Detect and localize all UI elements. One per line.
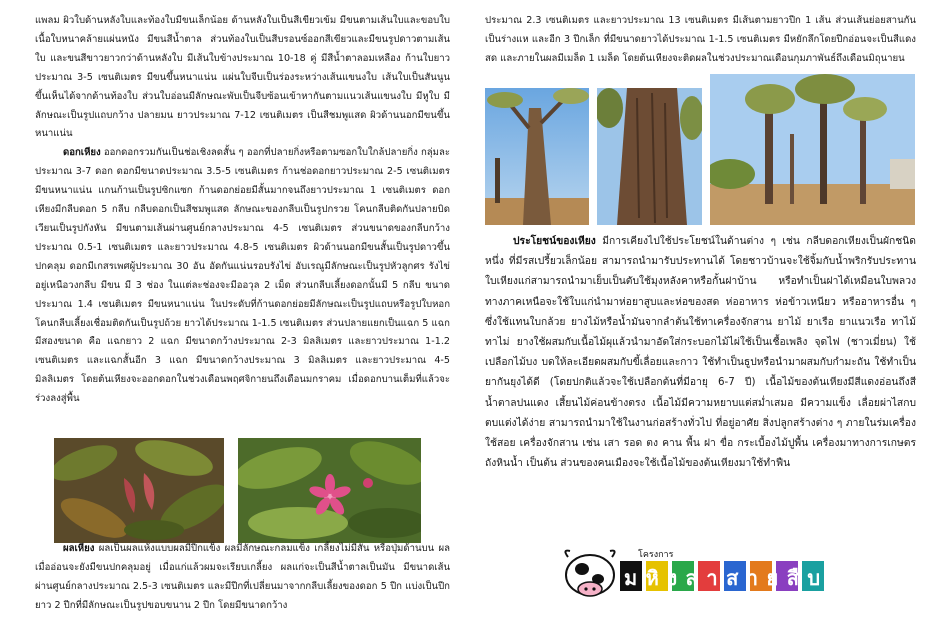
benefits-heading: ประโยชน์ของเหียง [513,235,596,247]
flower-heading: ดอกเหียง [63,147,101,159]
leaf-description-paragraph: แพลม ผิวใบด้านหลังใบและท้องใบมีขนเล็กน้อย ด้านหลังใบเป็นสีเขียวเข้ม มีขนตามเส้นใบและขอบใบ เนื้อใบหนาคล้ายแผ่นหนัง มีขนสีน้ำตาล ส่วนท้องใบเป็นสีบรอนซ์ออกสีเขียวและมีขนรูปดาวตามเส้นใบ และขนสีขาวยาวกว่าด้านหลังใบ มีเส้นใบข้างประมาณ 10-18 คู่ มีสีน้ำตาลอมเหลือง ก้านใบยาวประมาณ 3-5 เซนติเมตร มีขนขึ้นหนาแน่น แผ่นใบจีบเป็นร่องระหว่างเส้นแขนงใบ เส้นใบเป็นสันนูนขึ้นเห็นได้จากด้านท้องใบ ส่วนใบอ่อนมีลักษณะพับเป็นจีบซ้อนเข้าหากันตามแนวเส้นแขนงใบ มีหูใบ มีลักษณะเป็นรูปแถบกว้าง ปลายมน ยาวประมาณ 7-12 เซนติเมตร เป็นสีชมพูแสด ผิวด้านนอกมีขนขึ้นหนาแน่น [35,15,450,140]
photo-tree-trunk [485,88,589,225]
photo-forest [710,74,915,225]
fruit-continued-paragraph: ประมาณ 2.3 เซนติเมตร และยาวประมาณ 13 เซนติเมตร มีเส้นตามยาวปีก 1 เส้น ส่วนเส้นย่อยสานกันเป็นร่างแห และอีก 3 ปีกเล็ก ที่มีขนาดยาวได้ประมาณ 1-1.5 เซนติเมตร มีหยักลึกโดยปีกอ่อนจะเป็นสีแดงสด และภายในผลมีเมล็ด 1 เมล็ด โดยต้นเหียงจะติดผลในช่วงประมาณเดือนกุมภาพันธ์ถึงเดือนมิถุนายน [485,15,916,64]
benefits-paragraph [485,231,916,473]
benefits-section [485,231,916,473]
fruit-paragraph [35,540,450,616]
logo-small-text: โครงการ [638,550,674,560]
flower-text: ออกดอกรวมกันเป็นช่อเชิงลดสั้น ๆ ออกที่ปลายกิ่งหรือตามซอกใบใกล้ปลายกิ่ง กลุ่มละประมาณ 3-7 ดอก ดอกมีขนาดประมาณ 3.5-5 เซนติเมตร ก้านช่อดอกยาวประมาณ 2-5 เซนติเมตร มีขนหนาแน่น แกนก้านเป็นรูปซิกแซก ก้านดอกย่อยมีสั้นมากจนถึงยาวประมาณ 1 เซนติเมตร ดอกเหียงมีกลีบดอก 5 กลีบ กลีบดอกเป็นสีชมพูแสด ลักษณะของกลีบเป็นรูปกรวย โคนกลีบติดกันปลายบิดเวียนเป็นรูปกังหัน มีขนตามเส้นผ่านศูนย์กลางประมาณ 4-5 เซนติเมตร ส่วนขนาดของกลีบกว้างประมาณ 0.5-1 เซนติเมตร และยาวประมาณ 4.8-5 เซนติเมตร ผิวด้านนอกมีขนสั้นเป็นรูปดาวขึ้นปกคลุม ดอกมีเกสรเพศผู้ประมาณ 30 อัน อัดกันแน่นรอบรังไข่ อับเรณูมีลักษณะเป็นรูปหัวลูกศร รังไข่อยู่เหนือวงกลีบ มีขน มี 3 ช่อง ในแต่ละช่องจะมีออวุล 2 เม็ด ส่วนกลีบเลี้ยงดอกนั้นมี 5 กลีบ ขนาดประมาณ 1.4 เซนติเมตร มีขนหนาแน่น ในประดับที่ก้านดอกย่อยมีลักษณะเป็นรูปแถบหรือรูปใบหอก โคนกลีบเลี้ยงเชื่อมติดกันเป็นรูปถ้วย ยาวได้ประมาณ 1-1.5 เซนติเมตร ส่วนปลายแยกเป็นแฉก 5 แฉก มีสองขนาด คือ แฉกยาว 2 แฉก มีขนาดกว้างประมาณ 2-3 มิลลิเมตร และยาวประมาณ 1-1.2 เซนติเมตร และแฉกสั้นอีก 3 แฉก มีขนาดกว้างประมาณ 3 มิลลิเมตร และยาวประมาณ 4-5 มิลลิเมตร โดยต้นเหียงจะออกดอกในช่วงเดือนพฤศจิกายนถึงเดือนมกราคม เมื่อดอกบานเต็มที่แล้วจะร่วงลงสู่พื้น [35,147,450,405]
logo-main-text: มหิงสาสายสืบ [624,566,829,590]
fruit-text: ผลเป็นผลแห้งแบบผลมีปีกแข็ง ผลมีลักษณะกลมแข็ง เกลี้ยงไม่มีสัน หรือปุ่มด้านบน ผลเมื่ออ่อนจะยังมีขนปกคลุมอยู่ เมื่อแก่แล้วผมจะเรียบเกลี้ยง ผลแก่จะเป็นสีน้ำตาลเป็นมัน มีขนาดเส้นผ่านศูนย์กลางประมาณ 2.5-3 เซนติเมตร และมีปีกที่เปลี่ยนมาจากกลีบเลี้ยงของดอก 5 ปีก แบ่งเป็นปีกยาว 2 ปีกที่มีลักษณะเป็นรูปขอบขนาน 2 ปีก โดยมีขนาดกว้าง [35,543,450,611]
photo-flower [238,438,421,543]
photo-leaves [54,438,224,543]
fruit-section [35,540,450,616]
fruit-heading: ผลเหียง [63,543,95,554]
project-logo [560,545,850,609]
benefits-text: มีการเคียงไปใช้ประโยชน์ในด้านต่าง ๆ เช่น กลีบดอกเหียงเป็นผักชนิดหนึ่ง ที่มีรสเปรี้ยวเล็กน้อย สามารถนำมารับประทานได้ โดยชาวบ้านจะใช้จิ้มกับน้ำพริกรับประทาน ใบเหียงแก่สามารถนำมาเย็บเป็นตับใช้มุงหลังคาหรือกั้นฝาบ้าน หรือทำเป็นฝาได้เหมือนใบพลวง ทางภาคเหนือจะใช้ใบแก่นำมาห่อยาสูบและห่อของสด ห่ออาหาร ห่อข้าวเหนียว หรืออาหารอื่น ๆ ซึ่งใช้แทนใบกล้วย ยางไม้หรือน้ำมันจากลำต้นใช้ทาเครื่องจักสาน ยาไม้ ยาเรือ ยาแนวเรือ ทาไม้ ทาไม่ ยางใช้ผสมกับเนื้อไม้ผุแล้วนำมาอัดใส่กระบอกไม้ไผ่ใช้เป็นเชื้อเพลิง จุดไฟ (ชาวเมี่ยน) ใช้เปลือกไม้บง บดให้ละเอียดผสมกับขี้เลื่อยและกาว ใช้ทำเป็นธูปหรือนำมาผสมกับกำมะถัน ใช้ทำเป็นยากันยุงได้ดี (โดยปกติแล้วจะใช้เปลือกต้นที่มีอายุ 6-7 ปี) เนื้อไม้ของต้นเหียงมีสีแดงอ่อนถึงสีน้ำตาลปนแดง เสี้ยนไม้ค่อนข้างตรง เนื้อไม้มีความหยาบแต่สม่ำเสมอ มีความแข็ง เลื่อยผ่าไสกบตบแต่งได้ง่าย สามารถนำมาใช้ในงานก่อสร้างทั่วไป ที่อยู่อาศัย สิ่งปลูกสร้างต่าง ๆ ภายในร่มเครื่องใช้สอย เครื่องจักสาน เช่น เสา รอด ตง คาน พื้น ฝา ขื่อ กระเบื้องไม้ปูพื้น เครื่องมาทางการเกษตร ถังหินน้ำ เป็นต้น ส่วนของคนเมืองจะใช้เนื้อไม้ของต้นเหียงมาใช้ทำฟืน [485,235,916,470]
photo-tree-bark [597,88,702,225]
flower-paragraph [35,144,450,409]
cow-mascot-icon [565,551,614,596]
left-column [35,12,450,409]
